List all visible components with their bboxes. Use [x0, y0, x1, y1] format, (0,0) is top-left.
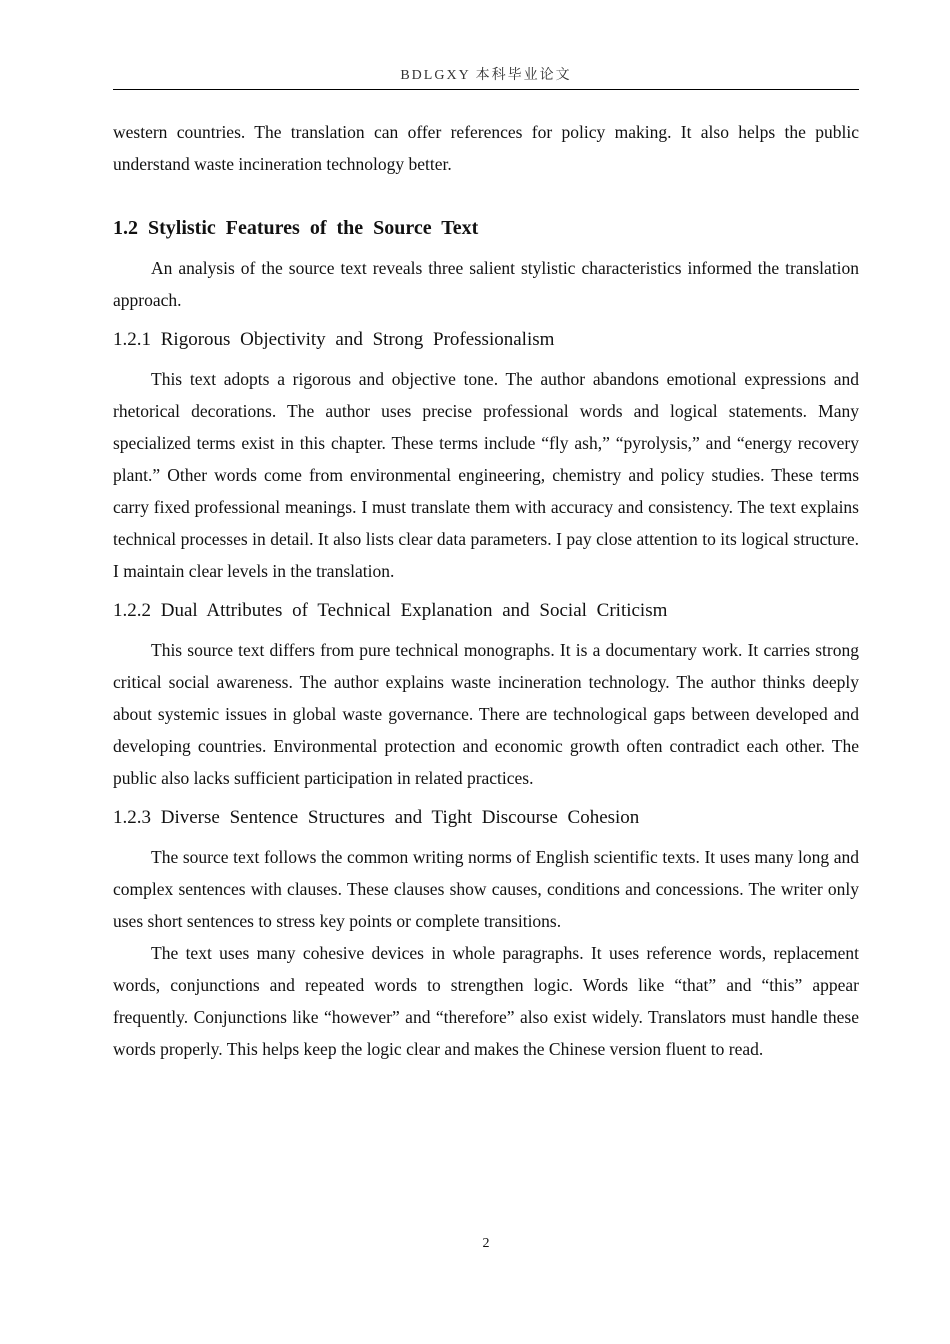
section-heading-1-2-2: 1.2.2 Dual Attributes of Technical Explanation and Social Criticism — [113, 600, 668, 621]
section-heading-1-2: 1.2 Stylistic Features of the Source Text — [113, 217, 479, 239]
running-header: BDLGXY 本科毕业论文 — [400, 68, 572, 83]
section-1-2-1-paragraph: This text adopts a rigorous and objective tone. The author abandons emotional expressions and rhetorical decorations. The author uses precise professional words and logical statements. Many specialized terms exist in this chapter. These terms include “fly ash,” “pyrolysis,” and “energy recovery plant.” Other words come from environmental engineering, chemistry and policy studies. These terms carry fixed professional meanings. I must translate them with accuracy and consistency. The text explains technical processes in detail. It also lists clear data parameters. I pay close attention to its logical structure. I maintain clear levels in the translation. — [113, 369, 859, 581]
section-heading-1-2-1: 1.2.1 Rigorous Objectivity and Strong Professionalism — [113, 329, 555, 350]
intro-paragraph: western countries. The translation can offer references for policy making. It also helps the public understand waste incineration technology better. — [113, 122, 859, 174]
section-1-2-paragraph: An analysis of the source text reveals three salient stylistic characteristics informed the translation approach. — [113, 258, 859, 310]
header-rule — [113, 89, 859, 90]
section-heading-1-2-3: 1.2.3 Diverse Sentence Structures and Tight Discourse Cohesion — [113, 807, 640, 828]
document-body — [113, 116, 859, 1065]
section-1-2-3-paragraph-1: The source text follows the common writing norms of English scientific texts. It uses many long and complex sentences with clauses. These clauses show causes, conditions and concessions. The writer only uses short sentences to stress key points or complete transitions. — [113, 847, 859, 931]
section-1-2-2-paragraph: This source text differs from pure technical monographs. It is a documentary work. It carries strong critical social awareness. The author explains waste incineration technology. The author thinks deeply about systemic issues in global waste governance. There are technological gaps between developed and developing countries. Environmental protection and economic growth often contradict each other. The public also lacks sufficient participation in related practices. — [113, 640, 859, 788]
section-1-2-3-paragraph-2: The text uses many cohesive devices in whole paragraphs. It uses reference words, replacement words, conjunctions and repeated words to strengthen logic. Words like “that” and “this” appear frequently. Conjunctions like “however” and “therefore” also exist widely. Translators must handle these words properly. This helps keep the logic clear and makes the Chinese version fluent to read. — [113, 943, 859, 1059]
page-number: 2 — [482, 1236, 490, 1251]
